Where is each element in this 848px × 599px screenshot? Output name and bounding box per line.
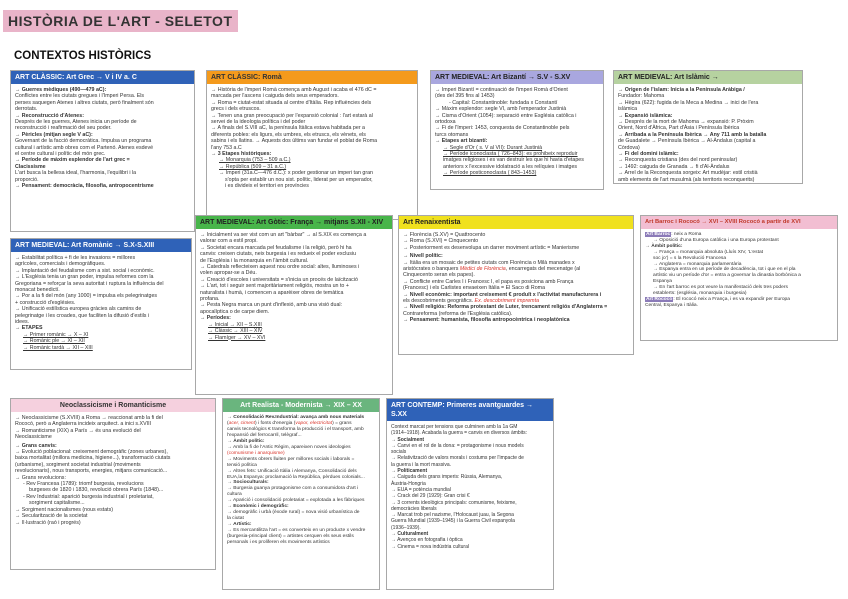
text-line: → En l'art barroc es pot veure la manifestació dels tres poders — [653, 285, 788, 291]
text-line: diferents pobles: els ligurs, els umbres, els etruscs, els vènets, els — [211, 131, 366, 138]
text-line: → Inicialment va ser vist com un art "bàrbar" → al S.XIX es comença a — [200, 232, 367, 238]
text-line: marcada per l'ascens i caiguda dels seus emperadors. — [211, 93, 339, 100]
text-line: → demogràfic i urbà (èxode rural) = nova visió urbanística de — [227, 510, 360, 516]
text-line: → A finals del S.VIII aC, la península Itàlica estava habitada per a — [211, 125, 365, 132]
text-line: → Pensament: humanista, filosofia antropocèntrica i neoplatònica — [403, 317, 570, 324]
text-line: tensió política — [227, 462, 257, 468]
text-line: Després de les guerres, Atenes inicia un període de — [15, 119, 137, 126]
text-line: Cinquecento seran els papes). — [403, 272, 475, 279]
text-line: → Àmbit polític: — [645, 243, 683, 249]
text-line: Rococó, però a Anglaterra incideix arquitect. a inici s.XVIII — [15, 421, 152, 428]
text-line: Orient, Nord d'Àfrica, Part d'Àsia i Península Ibèrica — [618, 125, 740, 132]
text-line: → Després de la mort de Mahoma → expansió: P. Pròxim — [618, 119, 754, 126]
text-line: → Catedrals reflecteixen aquest nou ordre social: altes, lluminoses i — [200, 264, 360, 271]
text-line: Gregoriana = reforçar la seva autoritat i ruptura la influència del — [15, 280, 164, 287]
text-line: → Estabilitat política + fi de les invasions = millores — [15, 255, 136, 261]
box-header: Neoclassicisme i Romanticisme — [11, 399, 215, 412]
text-line: → Evolució poblacional: creixement demogràfic (zones urbanes), — [15, 449, 168, 456]
text-line: → Primer romànic → X – XI — [23, 331, 89, 338]
text-line: → Moviments obrers lluiten per millores socials i laborals = — [227, 456, 355, 462]
text-line: → Segle d'Or ( s. V al VII): Durant Justinià — [443, 144, 543, 151]
text-line: → Flamíger → XV – XVI — [208, 334, 266, 341]
box-header: Art Realista - Modernista → XIX – XX — [223, 399, 379, 412]
text-line: grecs i dels etruscos. — [211, 106, 261, 113]
text-line: establerts: (església, monarquia i burgesia) — [653, 291, 747, 297]
text-line: → Fi del domini islàmic: — [618, 151, 679, 158]
text-line: → Període posticonoclasta ( 843–1453) — [443, 170, 537, 177]
box-art-barroc — [640, 215, 838, 341]
text-line: → Econòmic i demogràfic: — [227, 504, 289, 510]
box-art-renaixentista — [398, 215, 634, 355]
text-line: → Relativització de valors morals i costums per l'impacte de — [391, 455, 524, 462]
text-line: → Nivell econòmic: important creixement € produït x l'activitat manufacturera i — [403, 291, 602, 298]
text-line: → L'art, tot i seguir sent majoritàriament religiós, mostra un to + — [200, 283, 349, 290]
box-header: ART CLÀSSIC: Romà — [207, 71, 417, 84]
text-line: canvis tecnològics € transforma la producció i el transport, amb — [227, 426, 364, 432]
text-line: Còrdova) — [618, 144, 640, 151]
text-line: → Grans canvis: — [15, 442, 57, 449]
text-line: - Rev Francesa (1789): triomf burgesia, revolucions — [23, 481, 144, 488]
text-line: → Neoclassicisme (S.XVIII) a Roma → reaccionat amb la fi del — [15, 415, 163, 421]
text-line: → Tenen una gran preocupació per l'expansió colonial : l'art estarà al — [211, 112, 373, 119]
text-line: Neoclassicisme — [15, 434, 52, 441]
box-art-islamic — [613, 70, 803, 184]
text-line: → Implantació del feudalisme com a sist. social i econòmic. — [15, 267, 155, 274]
text-line: → Roma = ciutat-estat situada al centre d'Itàlia. Rep influències dels — [211, 99, 372, 106]
text-line: la guerra i la mort massiva. — [391, 461, 452, 468]
text-line: reconstrucció i reafirmació del seu poder. — [15, 125, 112, 132]
text-line: personals i es proliferen els moviments artístics — [227, 540, 330, 546]
text-line: → 3 corrents ideològics principals: comunisme, feixisme, — [391, 499, 517, 506]
text-line: → Grans revolucions: — [15, 474, 66, 481]
text-line: → Reconstrucció d'Atenes: — [15, 112, 84, 119]
text-line: → Nivell religiós: Reforma protestant de Luter, trencament religiós d'Anglaterra = — [403, 304, 608, 311]
text-line: imatges religioses i es van destruir les que hi havia d'etapes — [443, 157, 584, 164]
text-line: → Amb la fi de l'Antic Règim, apareixen noves ideologies — [227, 444, 351, 450]
text-line: islàmica — [618, 106, 638, 113]
text-line: amb elements de l'art musulmà (als territoris reconquerits) — [618, 176, 755, 183]
text-line: → Romànic ple → XI – XII — [23, 338, 85, 345]
text-line: → Cinema = nova indústria cultural — [391, 543, 469, 550]
text-line: volen apropar-se a Déu. — [200, 270, 257, 277]
text-line: → Altres fets: Unificació Itàlia i Alemanya, Consolidació dels — [227, 468, 357, 474]
text-line: → Creació d'escoles i universitats = s'inicia un procés de laïcització — [200, 276, 358, 283]
text-line: soc jo') = s la Revolució Francesa — [653, 255, 727, 261]
text-line: baixa mortalitat (millora medicina, higiene...), transformació ciutats — [15, 455, 171, 462]
text-line: burgeses de 1820 i 1830, revolució obrera París (1848)... — [29, 487, 164, 494]
text-line: l'any 753 a.C — [211, 144, 242, 151]
text-line: naturalista i humà, i comencen a aparèixer obres de temàtica — [200, 289, 344, 296]
text-line: Contrareforma (reforma de l'Església catòlica). — [403, 310, 513, 317]
text-line: Clacissisme — [15, 163, 46, 170]
text-line: → Clàssic → XIII – XIV — [208, 328, 263, 335]
page-title: HISTÒRIA DE L'ART - SELETOT — [3, 10, 238, 32]
text-line: → Canvi en el rol de la dona: = protagonisme i nous models — [391, 442, 524, 449]
text-line: Espanya — [653, 279, 673, 285]
text-line: → Roma (S.XVI) = Cinquecento — [403, 238, 479, 245]
text-line: Art Barroc: neix a Roma — [646, 232, 702, 237]
box-header: ART MEDIEVAL: Art Romànic → S.X-S.XIII — [11, 239, 191, 252]
text-line: → Es mercantilitza l'art = es converteix en un producte x vendre — [227, 528, 366, 534]
text-line: → Secularització de la societat — [15, 513, 88, 520]
text-line: → Itàlia era un mosaic de petites ciutats com Florència o Milà manades x — [403, 259, 575, 266]
text-line: monacat benedictí. — [15, 287, 60, 294]
text-line: Conflictes entre les ciutats gregues i l'Imperi Persa. Els — [15, 93, 145, 100]
text-line: socials — [391, 449, 407, 456]
text-line: → Nivell polític: — [403, 253, 443, 260]
box-header: Art Barroc i Rococó → XVI – XVIII Rococó a partir de XVI — [641, 216, 837, 229]
text-line: → Període de màxim esplendor de l'art grec = — [15, 157, 130, 164]
text-line: → Il·lustració (raó i progrés) — [15, 519, 81, 526]
text-line: → Fi de l'Imperi: 1453, conquesta de Constantinoble pels — [435, 125, 570, 132]
text-line: Context marcat per tensions que culminen amb la 1a GM — [391, 424, 518, 430]
text-line: → Crack del 29 (1929): Gran crisi € — [391, 493, 470, 500]
text-line: → L'Església tenia un gran poder, impulsa reformes com la — [15, 274, 154, 281]
text-line: democràcies liberals — [391, 505, 437, 512]
text-line: → Marcat trob pel nazisme, l'Holocaust juau, la Segona — [391, 512, 514, 519]
text-line: servei de la ideologia política i del poder — [211, 119, 306, 126]
text-line: → Por a la fi del món (any 1000) = impulsa els pelegrinatges — [15, 293, 158, 300]
text-line: s'opta per establir un nou sist. polític, liderat per un emperador, — [225, 176, 373, 183]
text-line: (Francesc) i els Carlistes envaeixen Itàlia = El Saco di Roma — [403, 285, 546, 292]
text-line: → Inicial → XII – S.XIII — [208, 321, 262, 328]
text-line: → Culturalment — [391, 531, 429, 538]
text-line: → Consolidació Rev.Industrial: avança amb nous materials — [227, 415, 365, 420]
text-line: Fundador: Mahoma — [618, 93, 665, 100]
text-line: Art Rococó: El rococó neix a França, i es va expandir per Europa — [646, 296, 790, 302]
text-line: sabins i els llatins. → Aquests dos últims van fundar el poblat de Roma — [211, 138, 378, 145]
text-line: Governant de la facció democràtica. Impulsa un programa — [15, 138, 152, 145]
box-header: ART MEDIEVAL: Art Gòtic: França → mitjans S.XII - XIV — [196, 216, 392, 229]
box-art-bizanti — [430, 70, 604, 190]
text-line: → Romanticisme (XIX) a París → és una evolució del — [15, 427, 141, 434]
text-line: → Arrel de la Reconquesta sorgeix: Art mudèjar: estil cristià — [618, 170, 758, 177]
box-art-romanic — [10, 238, 192, 370]
text-line: → Societat encara marcada pel feudalisme i la religió, però hi ha — [200, 244, 352, 251]
text-line: → Expansió islàmica: — [618, 112, 673, 119]
text-line: artístic viu un període d'or = entra a governar la dinastia borbònica a — [653, 273, 801, 279]
text-line: → Guerres mèdiques (490—479 aC): — [15, 87, 107, 93]
text-line: → Socialment — [391, 436, 425, 443]
text-line: → Anglaterra = monarquia parlamentària — [653, 261, 742, 267]
text-line: agrícoles, comercials i demogràfiques. — [15, 261, 106, 268]
text-line: → Història de l'imperi Romà comença amb August i acaba el 476 dC = — [211, 87, 377, 93]
text-line: → Políticament — [391, 468, 428, 475]
text-line: - Capital: Constantinoble: fundada x Constantí — [449, 99, 558, 106]
text-line: l'expansió del ferrocarril, telègraf... — [227, 432, 302, 438]
text-line: → Conflicte entre Carles I i Francesc I, el papa es posiciona amb França — [403, 278, 574, 285]
text-line: → Període iconoclasta ( 726–843): es prohibeix reproduir — [443, 151, 578, 158]
section-subtitle: CONTEXTOS HISTÒRICS — [14, 50, 152, 62]
text-line: valorar com a estil propi. — [200, 238, 258, 245]
text-line: → Reconquesta cristiana (des del nord peninsular) — [618, 157, 738, 164]
text-line: → Etapes art bizantí: — [435, 138, 488, 145]
text-line: → Origen de l'islam: Inicia a la Península Aràbiga / — [618, 87, 745, 93]
text-line: → Imperi Bizantí = continuació de l'imperi Romà d'Orient — [435, 87, 568, 93]
text-line: Central, Espanya i Itàlia. — [645, 302, 699, 308]
text-line: → Burgesia guanya protagonisme com a consumidora d'art i — [227, 486, 359, 492]
box-art-roma — [206, 70, 418, 220]
text-line: - Rev Industrial: aparició burgesia industrial i proletariat, — [23, 493, 154, 500]
text-line: → República (509 – 31 a.C.) — [219, 163, 287, 170]
text-line: i es divideix el territori en províncies — [225, 183, 309, 190]
text-line: apocalíptica o de carpe diem. — [200, 308, 270, 315]
text-line: (acer, ciment) i fonts d'energia (vapor, electricitat) = grans — [227, 420, 352, 426]
box-header: ART CONTEMP: Primeres avantguardes → S.XX — [387, 399, 553, 421]
text-line: → Períodes: — [200, 315, 231, 322]
text-line: proporció. — [15, 176, 39, 183]
text-line: → Socioculturals: — [227, 480, 269, 486]
text-line: → 3 Etapes històriques: — [211, 151, 272, 158]
text-line: ortodoxa — [435, 119, 456, 126]
text-line: → Unificació estilística europea gràcies als camins de — [15, 306, 142, 313]
text-line: → Pensament: democràcia, filosofia, antropocentrisme — [15, 183, 154, 190]
text-line: → Avenços en fotografia i òptica — [391, 537, 463, 544]
text-line: (burgesia-principal client) = artistes cerquen els seus estils — [227, 534, 354, 540]
text-line: → Caiguda dels grans imperis: Rússia, Alemanya, — [391, 474, 503, 481]
text-line: aristòcrates o banquers Mèdici de Florència, encarregats del mecenatge (al — [403, 266, 581, 273]
text-line: de l'Església i la monarquia en l'àmbit cultural. — [200, 257, 309, 264]
text-line: → Florència (S.XV) = Quattrocento — [403, 232, 486, 238]
text-line: (des del 395 fins al 1453) — [435, 93, 495, 100]
text-line: cultural i artístic amb obres com el Partenó. Atenes esdevé — [15, 144, 154, 151]
box-header: ART MEDIEVAL: Art Islàmic → — [614, 71, 802, 84]
text-line: → Pèricles (mitjan segle V aC): — [15, 131, 93, 138]
text-line: → Hègira (622): fugida de la Meca a Medina → inici de l'era — [618, 99, 759, 106]
text-line: (1914–1918). Acabada la guerra = canvis en diversos àmbits: — [391, 430, 528, 437]
text-line: sorgiment capitalisme... — [29, 500, 85, 507]
text-line: → Cisma d'Orient (1054): separació entre Església catòlica i — [435, 112, 577, 119]
text-line: → EUA = potència mundial — [391, 486, 451, 493]
box-neoclassicisme — [10, 398, 216, 570]
text-line: (1936–1939). — [391, 524, 421, 531]
text-line: EUA,la Espanya: proclamació la República, pèrdues colonials... — [227, 474, 365, 480]
text-line: → Màxim esplendor: segle VI, amb l'emperador Justinià — [435, 106, 567, 113]
text-line: (comunisme i anarquisme) — [227, 450, 285, 456]
text-line: → Espanya entra en un període de decadència, tot i que en el pla — [653, 267, 796, 273]
text-line: cultura — [227, 492, 242, 498]
text-line: → Romànic tardà → XII – XIII — [23, 344, 93, 351]
text-line: → Posteriorment es desenvolupa un darrer moviment artístic = Manierisme — [403, 244, 580, 251]
text-line: → França = monarquia absoluta (Lluís XIV, 'L'estat — [653, 249, 764, 255]
text-line: de Guadalete → Península Ibèrica → Al-Àndalus (capital a — [618, 138, 756, 145]
text-line: Àustria-Hongria — [391, 480, 426, 487]
text-line: → Imperi (31a.C—476 d.C.): x poder gestionar un imperi tan gran — [219, 170, 373, 177]
text-line: → Àmbit polític: — [227, 438, 265, 444]
text-line: → Pesta Negra marca un punt d'inflexió, amb una visió dual: — [200, 302, 343, 309]
text-line: → Arribada a la Península Ibèrica → Any 711 amb la batalla — [618, 131, 767, 138]
text-line: turcs otomans — [435, 131, 469, 138]
text-line: perses saquegen Atenes i altres ciutats, però finalment són — [15, 99, 154, 106]
box-art-contemporani — [386, 398, 554, 590]
box-header: ART MEDIEVAL: Art Bizantí → S.V - S.XV — [431, 71, 603, 84]
box-art-grec — [10, 70, 195, 232]
box-header: ART CLÀSSIC: Art Grec → V i IV a. C — [11, 71, 194, 84]
box-header: Art Renaixentista — [399, 216, 633, 229]
text-line: el centre cultural i polític del món grec. — [15, 151, 106, 158]
text-line: → Monarquia (753 – 509 a.C.) — [219, 157, 291, 164]
text-line: profana. — [200, 296, 220, 303]
text-line: → Aparició i consolidació proletariat = explotada a les fàbriques — [227, 498, 365, 504]
text-line: → Oposició d'una Europa catòlica i una Europa protestant — [653, 237, 779, 243]
text-line: la ciutat — [227, 516, 244, 522]
text-line: canvis: creixen ciutats, neix burgesia i es redueix el poder exclusiu — [200, 251, 357, 258]
box-art-gotic — [195, 215, 393, 395]
text-line: Guerra Mundial (1939–1945) i la Guerra Civil espanyola — [391, 518, 515, 525]
text-line: idees. — [15, 319, 30, 326]
text-line: + construcció d'esglésies. — [15, 299, 76, 306]
text-line: els descobriments geogràfics. Ex. descobriment impremta — [403, 298, 540, 305]
text-line: anteriors x l'excessive idolatració a les relíquies i imatges — [443, 163, 578, 170]
box-art-realista — [222, 398, 380, 590]
text-line: → Sorgiment nacionalismes (nous estats) — [15, 506, 114, 513]
text-line: → 1492: caiguda de Granada → fi d'Al-Àndalus — [618, 163, 730, 170]
text-line: → ETAPES — [15, 325, 43, 332]
text-line: derrotats. — [15, 106, 38, 113]
text-line: revolucionaris), nous transports, energies, mitjans comunicació... — [15, 468, 168, 475]
text-line: → Artístic: — [227, 522, 252, 528]
text-line: pelegrinatge i les croades, que faciliten la difusió d'estils i — [15, 312, 150, 319]
text-line: (urbanisme), sorgiment societat industrial (moviments — [15, 461, 141, 468]
text-line: L'art busca la bellesa ideal, l'harmonia, l'equilibri i la — [15, 170, 137, 177]
